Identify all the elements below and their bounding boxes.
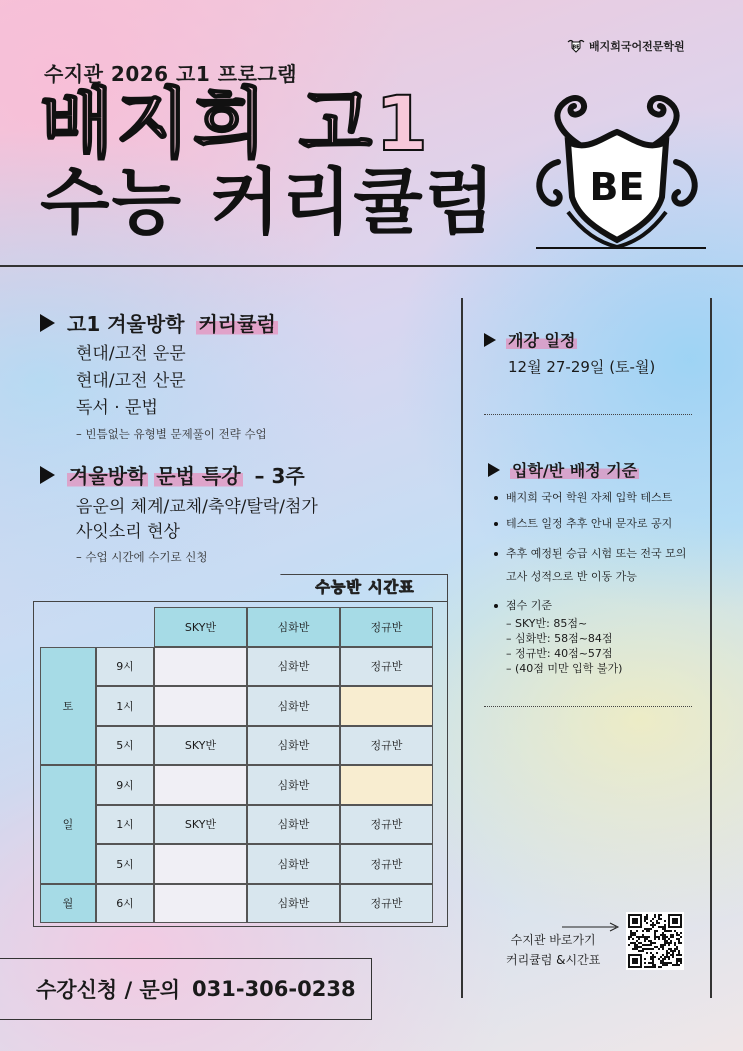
academy-logo-icon bbox=[566, 39, 586, 53]
timetable-time-cell: 6시 bbox=[96, 884, 154, 924]
timetable-day-cell: 토 bbox=[40, 647, 96, 766]
section1-title bbox=[40, 308, 278, 337]
timetable-cell: 심화반 bbox=[247, 805, 340, 845]
timetable-time-cell: 5시 bbox=[96, 844, 154, 884]
list-item: 추후 예정된 승급 시험 또는 전국 모의 고사 성적으로 반 이동 가능 bbox=[494, 542, 694, 588]
list-item: 현대/고전 산문 bbox=[76, 371, 186, 391]
timetable-cell: 심화반 bbox=[247, 686, 340, 726]
main-title-line2: 수능 커리큘럼 bbox=[40, 160, 497, 244]
contact-phone[interactable]: 031-306-0238 bbox=[192, 977, 356, 1001]
header-divider bbox=[0, 265, 743, 267]
section2-note: – 수업 시간에 수기로 신청 bbox=[76, 550, 208, 564]
section2-title-highlight2: 문법 특강 bbox=[154, 460, 242, 489]
contact-box bbox=[0, 958, 372, 1020]
main-title-line1: 배지희 고1 bbox=[40, 79, 432, 168]
timetable-header-cell: 심화반 bbox=[247, 607, 340, 647]
opening-date: 12월 27-29일 (토-월) bbox=[508, 358, 656, 376]
svg-text:BE: BE bbox=[572, 44, 580, 51]
opening-title bbox=[484, 328, 577, 351]
timetable-header-cell: 정규반 bbox=[340, 607, 433, 647]
timetable-day-cell: 일 bbox=[40, 765, 96, 884]
timetable-cell: 정규반 bbox=[340, 726, 433, 766]
program-subtitle: 수지관 2026 고1 프로그램 bbox=[44, 62, 298, 86]
triangle-bullet-icon bbox=[488, 463, 500, 477]
score-line: – 정규반: 40점~57점 bbox=[506, 647, 613, 660]
section1-note: – 빈틈없는 유형별 문제풀이 전략 수업 bbox=[76, 427, 267, 441]
timetable-time-cell: 5시 bbox=[96, 726, 154, 766]
timetable-cell: 정규반 bbox=[340, 647, 433, 687]
list-item: 배지희 국어 학원 자체 입학 테스트 bbox=[494, 490, 694, 506]
timetable bbox=[33, 601, 448, 927]
timetable-time-cell: 9시 bbox=[96, 647, 154, 687]
dotted-divider bbox=[484, 706, 692, 707]
timetable-cell: SKY반 bbox=[154, 726, 247, 766]
timetable-cell bbox=[154, 686, 247, 726]
list-item: 독서 · 문법 bbox=[76, 398, 158, 418]
timetable-title: 수능반 시간표 bbox=[315, 578, 415, 596]
timetable-cell: 심화반 bbox=[247, 884, 340, 924]
triangle-bullet-icon bbox=[40, 466, 55, 484]
list-item: 현대/고전 운문 bbox=[76, 344, 186, 364]
score-line: – SKY반: 85점~ bbox=[506, 617, 588, 630]
academy-brand bbox=[566, 38, 685, 54]
admission-title-text: 입학/반 배정 기준 bbox=[510, 458, 639, 481]
timetable-cell bbox=[154, 844, 247, 884]
section2-title-highlight1: 겨울방학 bbox=[67, 460, 148, 489]
timetable-cell: 정규반 bbox=[340, 844, 433, 884]
right-panel-divider-right bbox=[710, 298, 712, 998]
qr-code[interactable] bbox=[626, 912, 684, 970]
timetable-cell bbox=[154, 647, 247, 687]
timetable-time-cell: 1시 bbox=[96, 805, 154, 845]
score-line: – (40점 미만 입학 불가) bbox=[506, 662, 623, 675]
dotted-divider bbox=[484, 414, 692, 415]
timetable-cell: 심화반 bbox=[247, 765, 340, 805]
opening-title-text: 개강 일정 bbox=[506, 328, 577, 351]
section1-title-plain: 고1 겨울방학 bbox=[67, 312, 185, 336]
timetable-cell: 심화반 bbox=[247, 844, 340, 884]
timetable-cell: 심화반 bbox=[247, 647, 340, 687]
admission-criteria bbox=[494, 490, 694, 676]
timetable-time-cell: 9시 bbox=[96, 765, 154, 805]
list-item: 음운의 체계/교체/축약/탈락/첨가 bbox=[76, 497, 318, 517]
list-item: 테스트 일정 추후 안내 문자로 공지 bbox=[494, 516, 694, 532]
be-crest-logo bbox=[528, 92, 706, 252]
admission-title bbox=[488, 458, 639, 481]
triangle-bullet-icon bbox=[484, 333, 496, 347]
qr-label bbox=[506, 930, 600, 970]
score-line: – 심화반: 58점~84점 bbox=[506, 632, 613, 645]
timetable-cell bbox=[340, 765, 433, 805]
section1-list bbox=[76, 341, 267, 442]
timetable-header-cell: SKY반 bbox=[154, 607, 247, 647]
academy-name: 배지희국어전문학원 bbox=[589, 40, 685, 53]
qr-label-line2: 커리큘럼 &시간표 bbox=[506, 953, 601, 967]
score-list bbox=[494, 616, 694, 676]
list-item: 사잇소리 현상 bbox=[76, 522, 180, 542]
logo-text: BE bbox=[589, 165, 645, 209]
section1-title-highlight: 커리큘럼 bbox=[196, 308, 277, 337]
timetable-cell: 정규반 bbox=[340, 805, 433, 845]
timetable-cell: 심화반 bbox=[247, 726, 340, 766]
timetable-cell bbox=[154, 765, 247, 805]
timetable-day-cell: 월 bbox=[40, 884, 96, 924]
list-item: 점수 기준 bbox=[494, 598, 694, 614]
contact-label: 수강신청 / 문의 bbox=[36, 978, 181, 1002]
section2-title-suffix: – 3주 bbox=[254, 464, 305, 488]
timetable-time-cell: 1시 bbox=[96, 686, 154, 726]
timetable-cell: SKY반 bbox=[154, 805, 247, 845]
timetable-cell bbox=[340, 686, 433, 726]
right-panel-divider-left bbox=[461, 298, 463, 998]
section2-list bbox=[76, 494, 318, 565]
qr-label-line1: 수지관 바로가기 bbox=[510, 933, 596, 947]
timetable-cell: 정규반 bbox=[340, 884, 433, 924]
triangle-bullet-icon bbox=[40, 314, 55, 332]
section2-title bbox=[40, 460, 305, 489]
timetable-cell bbox=[154, 884, 247, 924]
